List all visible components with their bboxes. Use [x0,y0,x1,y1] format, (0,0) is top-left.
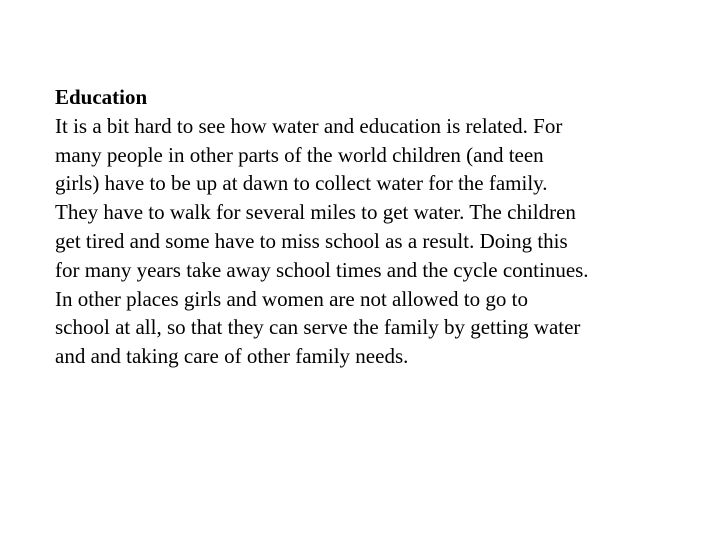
body-line: many people in other parts of the world children (and teen [55,142,544,167]
body-line: In other places girls and women are not allowed to go to [55,286,528,311]
body-line: school at all, so that they can serve the family by getting water [55,315,581,340]
body-line: It is a bit hard to see how water and education is related. For [55,113,563,138]
body-line: They have to walk for several miles to get water. The children [55,200,576,225]
body-line: girls) have to be up at dawn to collect water for the family. [55,171,548,196]
body-line: and and taking care of other family needs. [55,344,409,369]
text-block [55,83,695,371]
body-line: get tired and some have to miss school as a result. Doing this [55,228,568,253]
heading: Education [55,85,148,109]
body-line: for many years take away school times and the cycle continues. [55,257,589,282]
